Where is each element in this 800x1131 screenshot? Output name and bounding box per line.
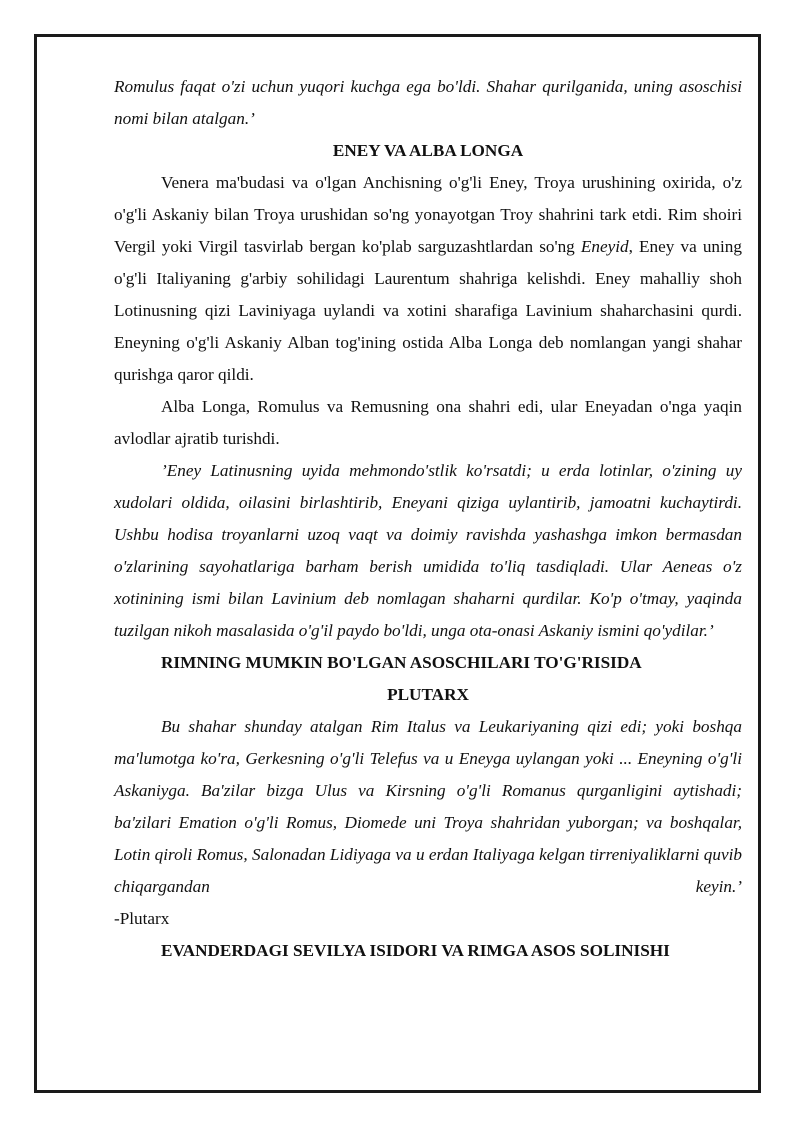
heading-plutarx-line2: PLUTARX <box>387 685 469 704</box>
quote-latinus: ’Eney Latinusning uyida mehmondo'stlik ko'rsatdi; u erda lotinlar, o'zining uy xudolari oldida, oilasini birlashtirib, Eneyani qiziga uylantirib, jamoatni kuchaytirdi. Ushbu hodisa troyanlarni uzoq vaqt va doimiy ravishda yashashga imkon bermasdan o'zlarining sayohatlariga barham berish umidida to'liq tasdiqladi. Ular Aeneas o'z xotinining ismi bilan Lavinium deb nomlagan shaharni qurdilar. Ko'p o'tmay, yaqinda tuzilgan nikoh masalasida o'g'il paydo bo'ldi, unga ota-onasi Askaniy ismini qo'ydilar.’ <box>114 461 742 640</box>
document-body <box>114 71 742 967</box>
attribution-plutarx: -Plutarx <box>114 909 170 928</box>
paragraph-venera-part1: Venera ma'budasi va o'lgan Anchisning o'g'li Eney, Troya urushining oxirida, o'z o'g'li Askaniy bilan Troya urushidan so'ng yonayotgan Troy shahrini tark etdi. Rim shoiri Vergil yoki Virgil tasvirlab bergan ko'plab sarguzashtlardan so'ng <box>114 173 742 256</box>
heading-plutarx-line1: RIMNING MUMKIN BO'LGAN ASOSCHILARI TO'G'RISIDA <box>161 653 642 672</box>
heading-eney-alba-longa: ENEY VA ALBA LONGA <box>332 141 524 160</box>
paragraph-alba-longa: Alba Longa, Romulus va Remusning ona shahri edi, ular Eneyadan o'nga yaqin avlodlar ajratib turishdi. <box>114 397 742 448</box>
heading-evander: EVANDERDAGI SEVILYA ISIDORI VA RIMGA ASOS SOLINISHI <box>161 941 670 960</box>
quote-plutarx: Bu shahar shunday atalgan Rim Italus va Leukariyaning qizi edi; yoki boshqa ma'lumotga ko'ra, Gerkesning o'g'li Telefus va u Eneyga uylangan yoki ... Eneyning o'g'li Askaniyga. Ba'zilar bizga Ulus va Kirsning o'g'li Romanus qurganligini aytishadi; ba'zilari Emation o'g'li Romus, Diomede uni Troya shahridan yuborgan; va boshqalar, Lotin qiroli Romus, Salonadan Lidiyaga va u erdan Italiyaga kelgan tirreniyaliklarni quvib chiqargandan keyin.’ <box>114 717 742 896</box>
paragraph-venera-part2: , Eney va uning o'g'li Italiyaning g'arbiy sohilidagi Laurentum shahriga kelishdi. Eney mahalliy shoh Lotinusning qizi Laviniyaga uylandi va xotini sharafiga Lavinium shaharchasini qurdi. Eneyning o'g'li Askaniy Alban tog'ining ostida Alba Longa deb nomlangan yangi shahar qurishga qaror qildi. <box>114 237 742 384</box>
eneyid-title: Eneyid <box>580 237 629 256</box>
opening-quote: Romulus faqat o'zi uchun yuqori kuchga ega bo'ldi. Shahar qurilganida, uning asoschisi nomi bilan atalgan.’ <box>114 77 742 128</box>
paragraph-venera <box>114 167 742 391</box>
